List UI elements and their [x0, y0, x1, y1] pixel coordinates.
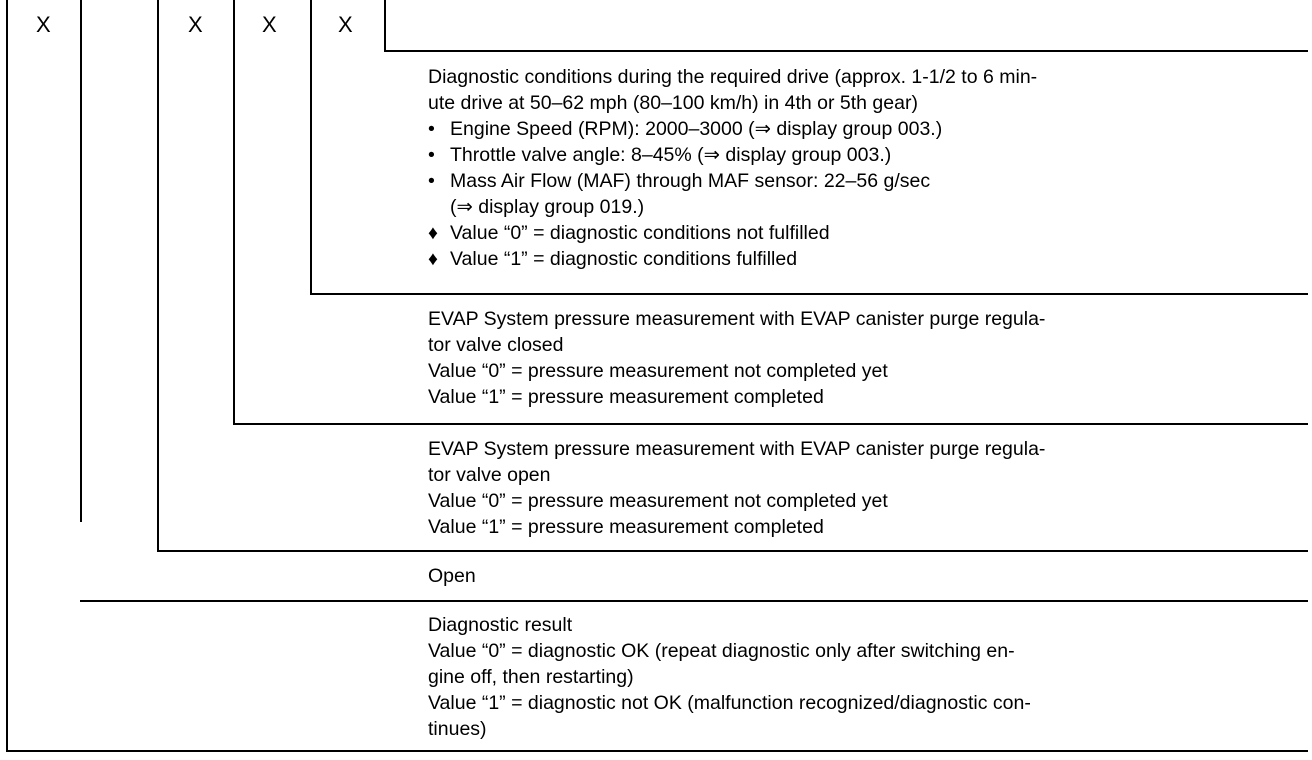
section-line: Value “1” = pressure measurement completed: [428, 516, 824, 538]
bullet-item: ♦ Value “1” = diagnostic conditions fulfilled: [428, 248, 798, 270]
section-line: ute drive at 50–62 mph (80–100 km/h) in 4th or 5th gear): [428, 92, 918, 114]
diamond-icon: ♦: [428, 248, 438, 270]
section-line: tinues): [428, 718, 487, 740]
section-diagnostic-result: [428, 612, 1308, 742]
section-line: Value “1” = pressure measurement completed: [428, 386, 824, 408]
bracket-vertical-3: [157, 0, 159, 552]
section-line: Diagnostic conditions during the required drive (approx. 1-1/2 to 6 min-: [428, 66, 1038, 88]
section-line: Open: [428, 565, 476, 587]
divider-top: [384, 50, 1308, 52]
bullet-item: • Mass Air Flow (MAF) through MAF sensor: 22–56 g/sec: [428, 170, 931, 192]
section-line: Diagnostic result: [428, 614, 573, 636]
section-line: gine off, then restarting): [428, 666, 634, 688]
column-marker-1: X: [36, 12, 51, 37]
section-line: Value “0” = pressure measurement not completed yet: [428, 490, 888, 512]
divider-bottom: [6, 750, 1308, 752]
bullet-item: (⇒ display group 019.): [450, 196, 645, 218]
section-line: EVAP System pressure measurement with EVAP canister purge regula-: [428, 438, 1046, 460]
section-line: tor valve open: [428, 464, 551, 486]
section-line: Value “1” = diagnostic not OK (malfunction recognized/diagnostic con-: [428, 692, 1031, 714]
bracket-vertical-4: [233, 0, 235, 425]
divider-section-3: [157, 550, 1308, 552]
section-evap-closed: [428, 306, 1308, 410]
bullet-item: • Engine Speed (RPM): 2000–3000 (⇒ display group 003.): [428, 118, 943, 140]
section-line: Value “0” = pressure measurement not completed yet: [428, 360, 888, 382]
bullet-icon: •: [428, 144, 435, 166]
divider-section-4: [80, 600, 1308, 602]
bullet-icon: •: [428, 118, 435, 140]
column-marker-3: X: [188, 12, 203, 37]
column-marker-5: X: [338, 12, 353, 37]
section-line: EVAP System pressure measurement with EVAP canister purge regula-: [428, 308, 1046, 330]
bracket-vertical-2: [80, 0, 82, 522]
column-marker-4: X: [262, 12, 277, 37]
section-line: tor valve closed: [428, 334, 564, 356]
divider-section-1: [310, 293, 1308, 295]
bracket-vertical-5: [310, 0, 312, 295]
bracket-vertical-6: [384, 0, 386, 52]
bullet-icon: •: [428, 170, 435, 192]
bullet-item: • Throttle valve angle: 8–45% (⇒ display group 003.): [428, 144, 892, 166]
bullet-item: ♦ Value “0” = diagnostic conditions not fulfilled: [428, 222, 830, 244]
diamond-icon: ♦: [428, 222, 438, 244]
section-diagnostic-conditions: [428, 64, 1308, 272]
divider-section-2: [233, 423, 1308, 425]
section-open: [428, 563, 1308, 589]
section-line: Value “0” = diagnostic OK (repeat diagnostic only after switching en-: [428, 640, 1015, 662]
bracket-vertical-1: [6, 0, 8, 752]
section-evap-open: [428, 436, 1308, 540]
